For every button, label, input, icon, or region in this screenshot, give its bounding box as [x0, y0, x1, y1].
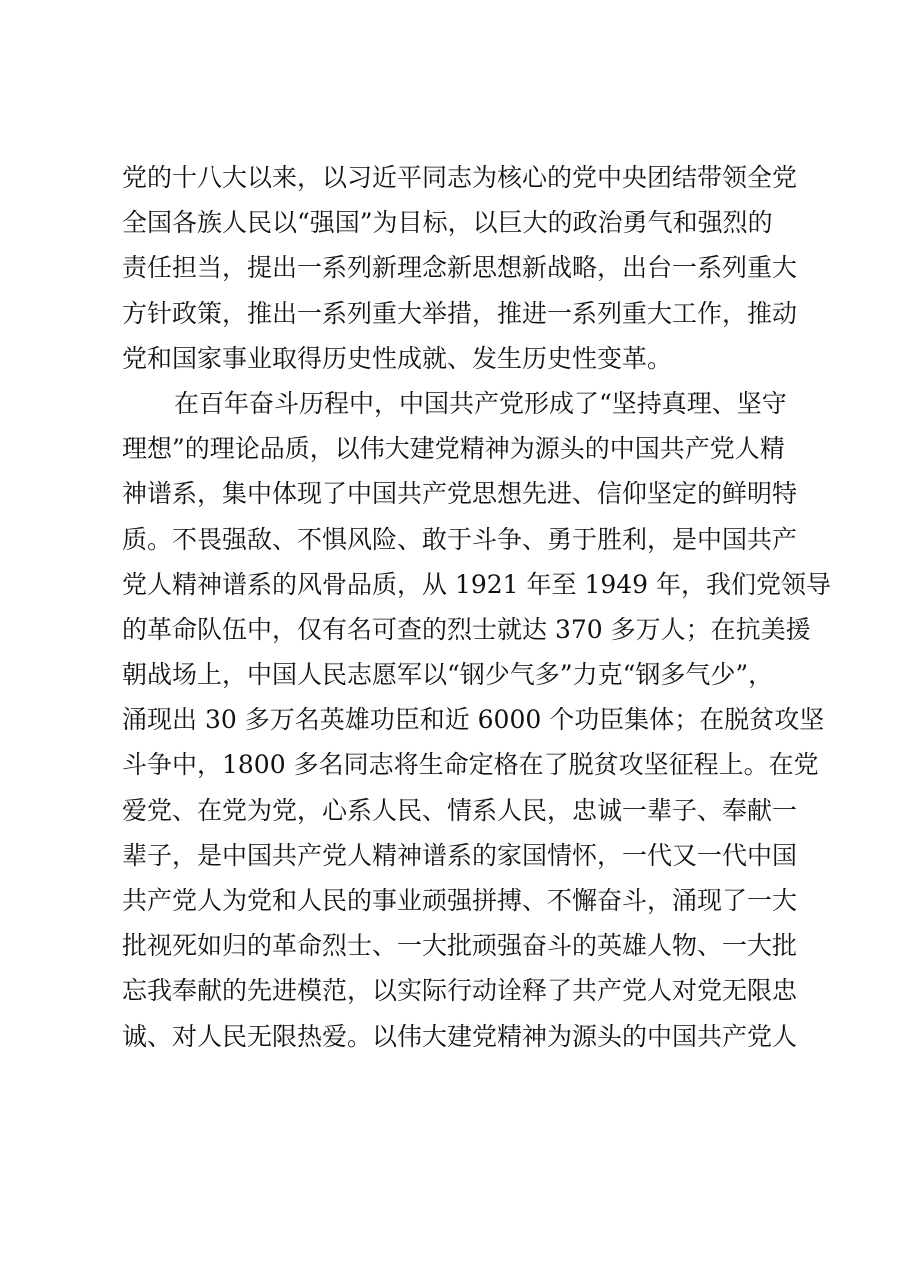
text-line: 理想”的理论品质，以伟大建党精神为源头的中国共产党人精: [122, 434, 785, 464]
text-line: 党和国家事业取得历史性成就、发生历史性变革。: [122, 343, 673, 373]
text-line: 斗争中，1800 多名同志将生命定格在了脱贫攻坚征程上。在党: [122, 750, 819, 780]
text-line: 共产党人为党和人民的事业顽强拼搏、不懈奋斗，涌现了一大: [122, 886, 798, 915]
text-line: 党的十八大以来，以习近平同志为核心的党中央团结带领全党: [122, 163, 798, 192]
text-line: 党人精神谱系的风骨品质，从 1921 年至 1949 年，我们党领导: [122, 569, 832, 599]
text-line: 神谱系，集中体现了中国共产党思想先进、信仰坚定的鲜明特: [122, 479, 798, 509]
text-line: 辈子，是中国共产党人精神谱系的家国情怀，一代又一代中国: [122, 840, 798, 870]
paragraph-start-line: 在百年奋斗历程中，中国共产党形成了“坚持真理、坚守: [174, 388, 787, 418]
text-line: 全国各族人民以“强国”为目标，以巨大的政治勇气和强烈的: [122, 208, 773, 238]
text-line: 责任担当，提出一系列新理念新思想新战略，出台一系列重大: [122, 253, 798, 283]
text-line: 朝战场上，中国人民志愿军以“钢少气多”力克“钢多气少”，: [122, 660, 774, 690]
text-line: 涌现出 30 多万名英雄功臣和近 6000 个功臣集体；在脱贫攻坚: [122, 705, 825, 735]
text-line: 的革命队伍中，仅有名可查的烈士就达 370 多万人；在抗美援: [122, 614, 811, 644]
text-line: 爱党、在党为党，心系人民、情系人民，忠诚一辈子、奉献一: [122, 795, 798, 825]
text-line: 质。不畏强敌、不惧风险、敢于斗争、勇于胜利，是中国共产: [122, 524, 798, 554]
text-line: 忘我奉献的先进模范，以实际行动诠释了共产党人对党无限忠: [122, 976, 798, 1006]
text-line: 方针政策，推出一系列重大举措，推进一系列重大工作，推动: [122, 298, 798, 328]
body-text: [122, 155, 832, 1059]
text-line: 诚、对人民无限热爱。以伟大建党精神为源头的中国共产党人: [122, 1021, 798, 1051]
text-line: 批视死如归的革命烈士、一大批顽强奋斗的英雄人物、一大批: [122, 931, 798, 961]
